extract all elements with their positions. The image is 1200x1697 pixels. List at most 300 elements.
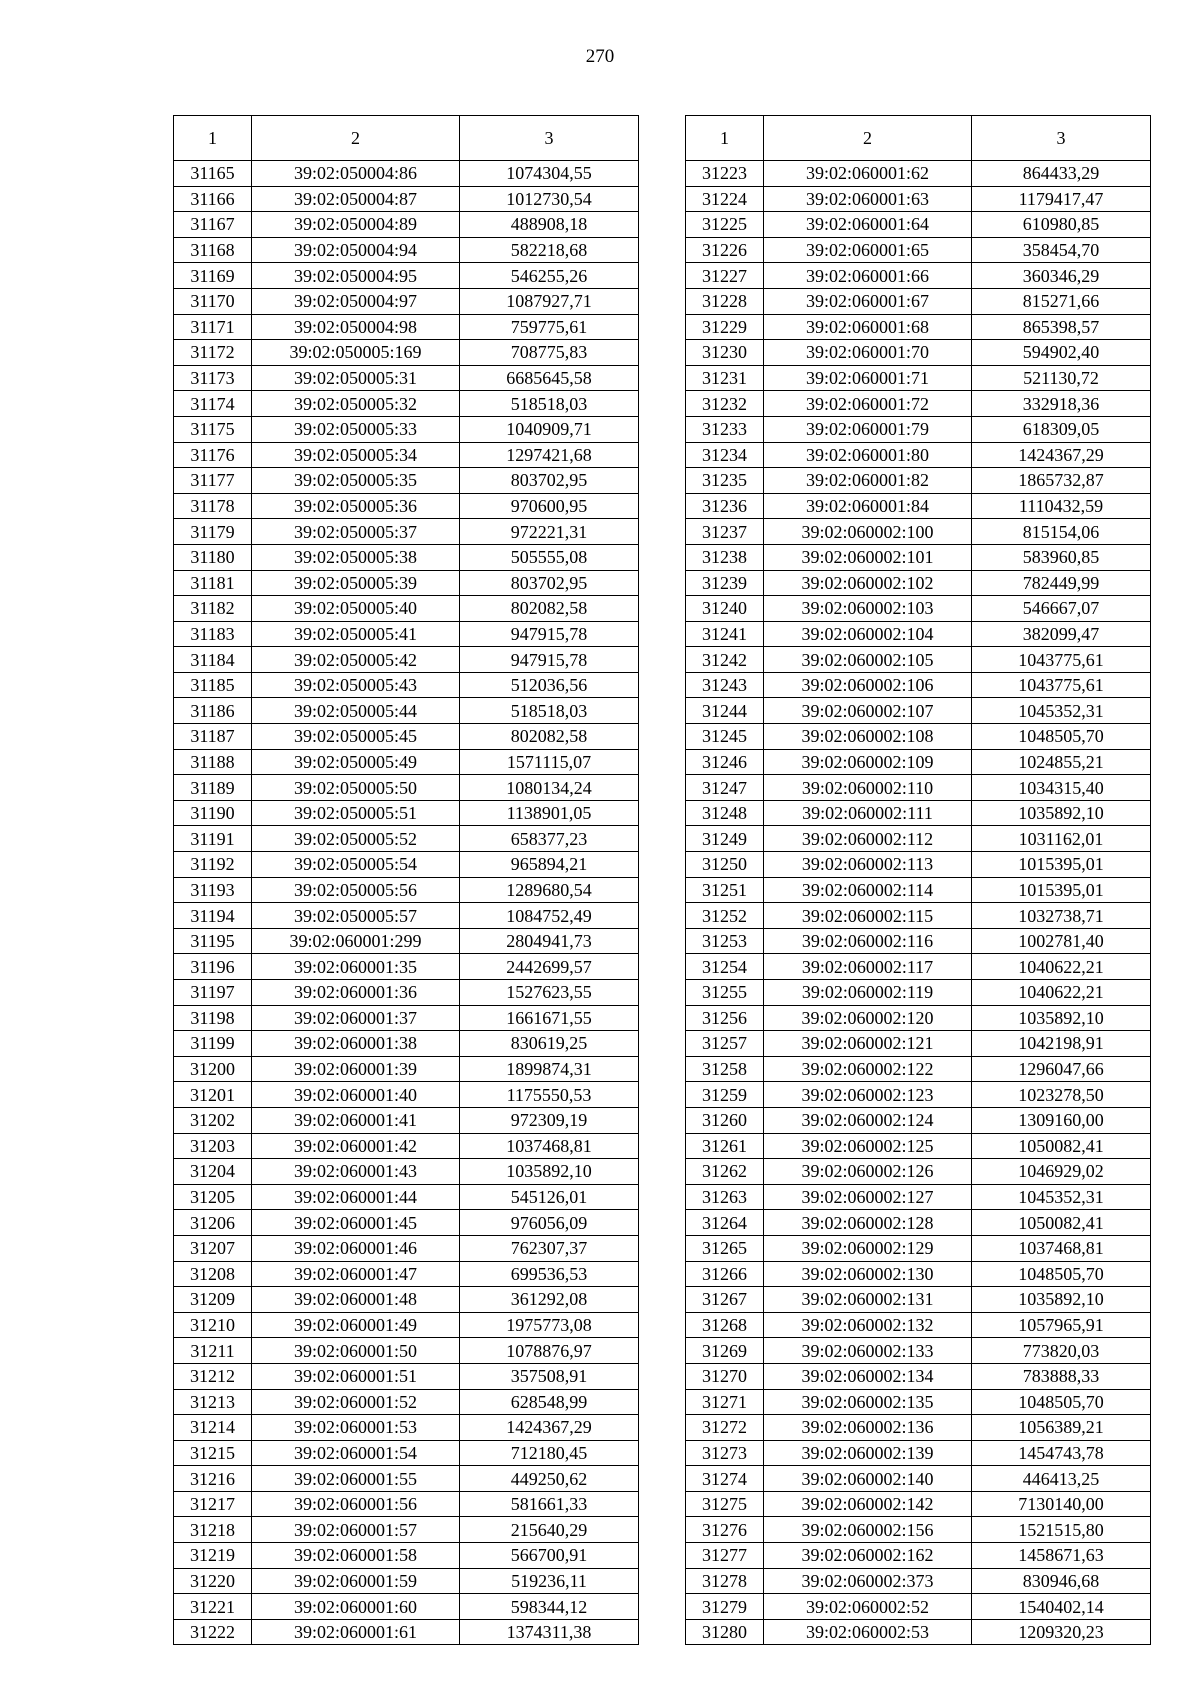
row-number-cell: 31236 (686, 493, 764, 519)
row-number-cell: 31198 (174, 1005, 252, 1031)
row-number-cell: 31272 (686, 1415, 764, 1441)
row-number-cell: 31258 (686, 1056, 764, 1082)
row-number-cell: 31203 (174, 1133, 252, 1159)
row-number-cell: 31248 (686, 800, 764, 826)
row-number-cell: 31221 (174, 1594, 252, 1620)
table-row (174, 263, 639, 289)
cadastral-number-cell: 39:02:050005:32 (252, 391, 460, 417)
row-number-cell: 31223 (686, 161, 764, 187)
cadastral-number-cell: 39:02:060002:139 (764, 1440, 972, 1466)
cadastral-number-cell: 39:02:050005:51 (252, 800, 460, 826)
cadastral-number-cell: 39:02:060001:40 (252, 1082, 460, 1108)
cadastral-number-cell: 39:02:050005:50 (252, 775, 460, 801)
table-row (686, 340, 1151, 366)
row-number-cell: 31167 (174, 212, 252, 238)
cadastral-number-cell: 39:02:060001:79 (764, 416, 972, 442)
table-row (686, 314, 1151, 340)
cadastral-number-cell: 39:02:050004:86 (252, 161, 460, 187)
value-cell: 1296047,66 (972, 1056, 1151, 1082)
cadastral-number-cell: 39:02:060001:45 (252, 1210, 460, 1236)
value-cell: 802082,58 (460, 724, 639, 750)
row-number-cell: 31253 (686, 928, 764, 954)
table-row (174, 1363, 639, 1389)
row-number-cell: 31235 (686, 468, 764, 494)
table-row (174, 314, 639, 340)
row-number-cell: 31207 (174, 1235, 252, 1261)
row-number-cell: 31274 (686, 1466, 764, 1492)
cadastral-number-cell: 39:02:060001:51 (252, 1363, 460, 1389)
table-row (174, 1415, 639, 1441)
row-number-cell: 31181 (174, 570, 252, 596)
table-row (686, 468, 1151, 494)
table-row (174, 698, 639, 724)
row-number-cell: 31238 (686, 544, 764, 570)
cadastral-number-cell: 39:02:050005:35 (252, 468, 460, 494)
row-number-cell: 31200 (174, 1056, 252, 1082)
row-number-cell: 31173 (174, 365, 252, 391)
cadastral-number-cell: 39:02:060002:112 (764, 826, 972, 852)
cadastral-number-cell: 39:02:050005:49 (252, 749, 460, 775)
value-cell: 546255,26 (460, 263, 639, 289)
cadastral-number-cell: 39:02:060002:162 (764, 1543, 972, 1569)
row-number-cell: 31166 (174, 186, 252, 212)
row-number-cell: 31184 (174, 647, 252, 673)
value-cell: 360346,29 (972, 263, 1151, 289)
table-row (686, 672, 1151, 698)
row-number-cell: 31215 (174, 1440, 252, 1466)
column-header-2: 2 (252, 116, 460, 161)
table-row (174, 1005, 639, 1031)
row-number-cell: 31210 (174, 1312, 252, 1338)
cadastral-number-cell: 39:02:060002:102 (764, 570, 972, 596)
cadastral-number-cell: 39:02:060002:108 (764, 724, 972, 750)
value-cell: 865398,57 (972, 314, 1151, 340)
cadastral-number-cell: 39:02:060001:44 (252, 1184, 460, 1210)
row-number-cell: 31247 (686, 775, 764, 801)
cadastral-number-cell: 39:02:060001:47 (252, 1261, 460, 1287)
cadastral-number-cell: 39:02:060001:72 (764, 391, 972, 417)
row-number-cell: 31187 (174, 724, 252, 750)
cadastral-number-cell: 39:02:060001:71 (764, 365, 972, 391)
value-cell: 1084752,49 (460, 903, 639, 929)
table-row (686, 1210, 1151, 1236)
row-number-cell: 31182 (174, 596, 252, 622)
row-number-cell: 31219 (174, 1543, 252, 1569)
value-cell: 594902,40 (972, 340, 1151, 366)
value-cell: 1035892,10 (972, 800, 1151, 826)
value-cell: 970600,95 (460, 493, 639, 519)
cadastral-number-cell: 39:02:060002:53 (764, 1619, 972, 1645)
row-number-cell: 31190 (174, 800, 252, 826)
value-cell: 1035892,10 (460, 1159, 639, 1185)
registry-table-left-body (174, 116, 639, 1645)
row-number-cell: 31192 (174, 852, 252, 878)
table-row (686, 186, 1151, 212)
table-row (686, 877, 1151, 903)
value-cell: 782449,99 (972, 570, 1151, 596)
row-number-cell: 31239 (686, 570, 764, 596)
row-number-cell: 31252 (686, 903, 764, 929)
cadastral-number-cell: 39:02:060002:121 (764, 1031, 972, 1057)
cadastral-number-cell: 39:02:060002:104 (764, 621, 972, 647)
row-number-cell: 31260 (686, 1107, 764, 1133)
value-cell: 815271,66 (972, 288, 1151, 314)
row-number-cell: 31220 (174, 1568, 252, 1594)
row-number-cell: 31222 (174, 1619, 252, 1645)
cadastral-number-cell: 39:02:060002:115 (764, 903, 972, 929)
value-cell: 1057965,91 (972, 1312, 1151, 1338)
table-row (686, 212, 1151, 238)
cadastral-number-cell: 39:02:060002:103 (764, 596, 972, 622)
value-cell: 2804941,73 (460, 928, 639, 954)
table-row (686, 493, 1151, 519)
value-cell: 1424367,29 (460, 1415, 639, 1441)
row-number-cell: 31194 (174, 903, 252, 929)
value-cell: 610980,85 (972, 212, 1151, 238)
value-cell: 1040909,71 (460, 416, 639, 442)
cadastral-number-cell: 39:02:060002:101 (764, 544, 972, 570)
cadastral-number-cell: 39:02:050005:42 (252, 647, 460, 673)
value-cell: 1034315,40 (972, 775, 1151, 801)
row-number-cell: 31231 (686, 365, 764, 391)
value-cell: 598344,12 (460, 1594, 639, 1620)
value-cell: 803702,95 (460, 570, 639, 596)
row-number-cell: 31267 (686, 1287, 764, 1313)
table-row (174, 928, 639, 954)
cadastral-number-cell: 39:02:060001:37 (252, 1005, 460, 1031)
table-row (686, 1133, 1151, 1159)
value-cell: 803702,95 (460, 468, 639, 494)
table-row (686, 1235, 1151, 1261)
table-row (174, 749, 639, 775)
table-row (174, 1107, 639, 1133)
cadastral-number-cell: 39:02:060002:123 (764, 1082, 972, 1108)
row-number-cell: 31171 (174, 314, 252, 340)
registry-table-right (685, 115, 1151, 1645)
cadastral-number-cell: 39:02:050004:87 (252, 186, 460, 212)
table-row (686, 1389, 1151, 1415)
table-row (686, 391, 1151, 417)
value-cell: 7130140,00 (972, 1491, 1151, 1517)
row-number-cell: 31273 (686, 1440, 764, 1466)
cadastral-number-cell: 39:02:060002:117 (764, 954, 972, 980)
value-cell: 783888,33 (972, 1363, 1151, 1389)
cadastral-number-cell: 39:02:060001:35 (252, 954, 460, 980)
row-number-cell: 31261 (686, 1133, 764, 1159)
table-row (174, 237, 639, 263)
row-number-cell: 31214 (174, 1415, 252, 1441)
value-cell: 357508,91 (460, 1363, 639, 1389)
row-number-cell: 31177 (174, 468, 252, 494)
row-number-cell: 31265 (686, 1235, 764, 1261)
table-row (174, 1594, 639, 1620)
row-number-cell: 31245 (686, 724, 764, 750)
table-row (174, 519, 639, 545)
cadastral-number-cell: 39:02:060001:49 (252, 1312, 460, 1338)
value-cell: 1043775,61 (972, 672, 1151, 698)
value-cell: 1045352,31 (972, 1184, 1151, 1210)
cadastral-number-cell: 39:02:050005:169 (252, 340, 460, 366)
value-cell: 1527623,55 (460, 980, 639, 1006)
row-number-cell: 31270 (686, 1363, 764, 1389)
table-row (174, 468, 639, 494)
value-cell: 358454,70 (972, 237, 1151, 263)
cadastral-number-cell: 39:02:060001:66 (764, 263, 972, 289)
table-row (174, 775, 639, 801)
cadastral-number-cell: 39:02:050004:97 (252, 288, 460, 314)
table-row (174, 1543, 639, 1569)
cadastral-number-cell: 39:02:060001:53 (252, 1415, 460, 1441)
row-number-cell: 31175 (174, 416, 252, 442)
registry-table-left (173, 115, 639, 1645)
table-row (686, 1491, 1151, 1517)
row-number-cell: 31211 (174, 1338, 252, 1364)
cadastral-number-cell: 39:02:060001:38 (252, 1031, 460, 1057)
cadastral-number-cell: 39:02:060001:299 (252, 928, 460, 954)
table-row (686, 442, 1151, 468)
cadastral-number-cell: 39:02:050005:39 (252, 570, 460, 596)
row-number-cell: 31275 (686, 1491, 764, 1517)
row-number-cell: 31168 (174, 237, 252, 263)
table-row (174, 621, 639, 647)
value-cell: 1002781,40 (972, 928, 1151, 954)
value-cell: 1975773,08 (460, 1312, 639, 1338)
table-row (174, 852, 639, 878)
table-row (686, 1287, 1151, 1313)
table-row (174, 442, 639, 468)
row-number-cell: 31179 (174, 519, 252, 545)
value-cell: 1374311,38 (460, 1619, 639, 1645)
value-cell: 446413,25 (972, 1466, 1151, 1492)
value-cell: 546667,07 (972, 596, 1151, 622)
row-number-cell: 31178 (174, 493, 252, 519)
table-row (174, 391, 639, 417)
table-row (174, 1312, 639, 1338)
cadastral-number-cell: 39:02:060001:57 (252, 1517, 460, 1543)
row-number-cell: 31169 (174, 263, 252, 289)
value-cell: 518518,03 (460, 391, 639, 417)
table-row (686, 1184, 1151, 1210)
value-cell: 802082,58 (460, 596, 639, 622)
value-cell: 1048505,70 (972, 1389, 1151, 1415)
row-number-cell: 31191 (174, 826, 252, 852)
value-cell: 1175550,53 (460, 1082, 639, 1108)
table-row (686, 519, 1151, 545)
table-row (174, 1466, 639, 1492)
row-number-cell: 31183 (174, 621, 252, 647)
row-number-cell: 31224 (686, 186, 764, 212)
table-row (686, 647, 1151, 673)
table-row (174, 365, 639, 391)
table-row (686, 1568, 1151, 1594)
value-cell: 1045352,31 (972, 698, 1151, 724)
cadastral-number-cell: 39:02:060002:52 (764, 1594, 972, 1620)
cadastral-number-cell: 39:02:060002:113 (764, 852, 972, 878)
value-cell: 521130,72 (972, 365, 1151, 391)
cadastral-number-cell: 39:02:060001:39 (252, 1056, 460, 1082)
row-number-cell: 31212 (174, 1363, 252, 1389)
row-number-cell: 31195 (174, 928, 252, 954)
cadastral-number-cell: 39:02:060002:100 (764, 519, 972, 545)
value-cell: 972309,19 (460, 1107, 639, 1133)
row-number-cell: 31172 (174, 340, 252, 366)
table-row (686, 161, 1151, 187)
cadastral-number-cell: 39:02:060001:68 (764, 314, 972, 340)
value-cell: 1042198,91 (972, 1031, 1151, 1057)
table-row (686, 1594, 1151, 1620)
row-number-cell: 31237 (686, 519, 764, 545)
row-number-cell: 31279 (686, 1594, 764, 1620)
table-row (174, 493, 639, 519)
value-cell: 1056389,21 (972, 1415, 1151, 1441)
cadastral-number-cell: 39:02:050004:98 (252, 314, 460, 340)
cadastral-number-cell: 39:02:060001:61 (252, 1619, 460, 1645)
cadastral-number-cell: 39:02:050004:94 (252, 237, 460, 263)
value-cell: 1040622,21 (972, 980, 1151, 1006)
table-row (174, 1440, 639, 1466)
value-cell: 1024855,21 (972, 749, 1151, 775)
value-cell: 583960,85 (972, 544, 1151, 570)
cadastral-number-cell: 39:02:060002:125 (764, 1133, 972, 1159)
row-number-cell: 31228 (686, 288, 764, 314)
table-row (686, 698, 1151, 724)
value-cell: 1043775,61 (972, 647, 1151, 673)
row-number-cell: 31266 (686, 1261, 764, 1287)
cadastral-number-cell: 39:02:060001:67 (764, 288, 972, 314)
cadastral-number-cell: 39:02:060001:64 (764, 212, 972, 238)
value-cell: 972221,31 (460, 519, 639, 545)
table-row (174, 1210, 639, 1236)
value-cell: 545126,01 (460, 1184, 639, 1210)
value-cell: 1458671,63 (972, 1543, 1151, 1569)
table-row (686, 1312, 1151, 1338)
value-cell: 1080134,24 (460, 775, 639, 801)
row-number-cell: 31230 (686, 340, 764, 366)
value-cell: 759775,61 (460, 314, 639, 340)
row-number-cell: 31262 (686, 1159, 764, 1185)
row-number-cell: 31205 (174, 1184, 252, 1210)
cadastral-number-cell: 39:02:060001:84 (764, 493, 972, 519)
table-row (686, 1082, 1151, 1108)
cadastral-number-cell: 39:02:060001:70 (764, 340, 972, 366)
table-row (686, 416, 1151, 442)
value-cell: 1289680,54 (460, 877, 639, 903)
row-number-cell: 31174 (174, 391, 252, 417)
row-number-cell: 31280 (686, 1619, 764, 1645)
table-row (174, 1133, 639, 1159)
value-cell: 1540402,14 (972, 1594, 1151, 1620)
cadastral-number-cell: 39:02:060001:43 (252, 1159, 460, 1185)
row-number-cell: 31232 (686, 391, 764, 417)
cadastral-number-cell: 39:02:060002:127 (764, 1184, 972, 1210)
value-cell: 1012730,54 (460, 186, 639, 212)
cadastral-number-cell: 39:02:060002:130 (764, 1261, 972, 1287)
value-cell: 1037468,81 (460, 1133, 639, 1159)
value-cell: 1015395,01 (972, 877, 1151, 903)
cadastral-number-cell: 39:02:060002:107 (764, 698, 972, 724)
row-number-cell: 31170 (174, 288, 252, 314)
table-row (174, 1568, 639, 1594)
table-row (174, 903, 639, 929)
cadastral-number-cell: 39:02:060002:105 (764, 647, 972, 673)
cadastral-number-cell: 39:02:060001:58 (252, 1543, 460, 1569)
value-cell: 1037468,81 (972, 1235, 1151, 1261)
value-cell: 1015395,01 (972, 852, 1151, 878)
cadastral-number-cell: 39:02:060002:109 (764, 749, 972, 775)
table-row (686, 1440, 1151, 1466)
column-header-3: 3 (972, 116, 1151, 161)
table-row (174, 1491, 639, 1517)
row-number-cell: 31208 (174, 1261, 252, 1287)
table-row (686, 1415, 1151, 1441)
value-cell: 1050082,41 (972, 1210, 1151, 1236)
table-row (686, 1005, 1151, 1031)
cadastral-number-cell: 39:02:060002:142 (764, 1491, 972, 1517)
table-row (686, 596, 1151, 622)
cadastral-number-cell: 39:02:060002:111 (764, 800, 972, 826)
row-number-cell: 31165 (174, 161, 252, 187)
table-row (174, 877, 639, 903)
row-number-cell: 31227 (686, 263, 764, 289)
value-cell: 1087927,71 (460, 288, 639, 314)
cadastral-number-cell: 39:02:060002:126 (764, 1159, 972, 1185)
row-number-cell: 31213 (174, 1389, 252, 1415)
value-cell: 947915,78 (460, 647, 639, 673)
value-cell: 1110432,59 (972, 493, 1151, 519)
cadastral-number-cell: 39:02:060002:128 (764, 1210, 972, 1236)
table-row (174, 1619, 639, 1645)
registry-table-right-body (686, 116, 1151, 1645)
table-row (686, 1159, 1151, 1185)
cadastral-number-cell: 39:02:060001:63 (764, 186, 972, 212)
cadastral-number-cell: 39:02:060002:135 (764, 1389, 972, 1415)
value-cell: 505555,08 (460, 544, 639, 570)
table-row (686, 1619, 1151, 1645)
cadastral-number-cell: 39:02:050005:52 (252, 826, 460, 852)
cadastral-number-cell: 39:02:060001:36 (252, 980, 460, 1006)
table-row (686, 263, 1151, 289)
value-cell: 1048505,70 (972, 1261, 1151, 1287)
value-cell: 1040622,21 (972, 954, 1151, 980)
table-header-row (174, 116, 639, 161)
row-number-cell: 31199 (174, 1031, 252, 1057)
cadastral-number-cell: 39:02:060002:114 (764, 877, 972, 903)
cadastral-number-cell: 39:02:060002:133 (764, 1338, 972, 1364)
cadastral-number-cell: 39:02:050005:57 (252, 903, 460, 929)
table-row (174, 1031, 639, 1057)
value-cell: 1138901,05 (460, 800, 639, 826)
row-number-cell: 31185 (174, 672, 252, 698)
value-cell: 1035892,10 (972, 1287, 1151, 1313)
value-cell: 449250,62 (460, 1466, 639, 1492)
row-number-cell: 31250 (686, 852, 764, 878)
cadastral-number-cell: 39:02:060001:55 (252, 1466, 460, 1492)
table-row (174, 980, 639, 1006)
cadastral-number-cell: 39:02:060001:54 (252, 1440, 460, 1466)
cadastral-number-cell: 39:02:060001:50 (252, 1338, 460, 1364)
value-cell: 1048505,70 (972, 724, 1151, 750)
table-row (174, 954, 639, 980)
table-row (174, 724, 639, 750)
cadastral-number-cell: 39:02:060001:41 (252, 1107, 460, 1133)
cadastral-number-cell: 39:02:060002:120 (764, 1005, 972, 1031)
row-number-cell: 31229 (686, 314, 764, 340)
value-cell: 582218,68 (460, 237, 639, 263)
table-row (174, 800, 639, 826)
table-row (686, 1466, 1151, 1492)
value-cell: 1074304,55 (460, 161, 639, 187)
table-row (686, 1517, 1151, 1543)
